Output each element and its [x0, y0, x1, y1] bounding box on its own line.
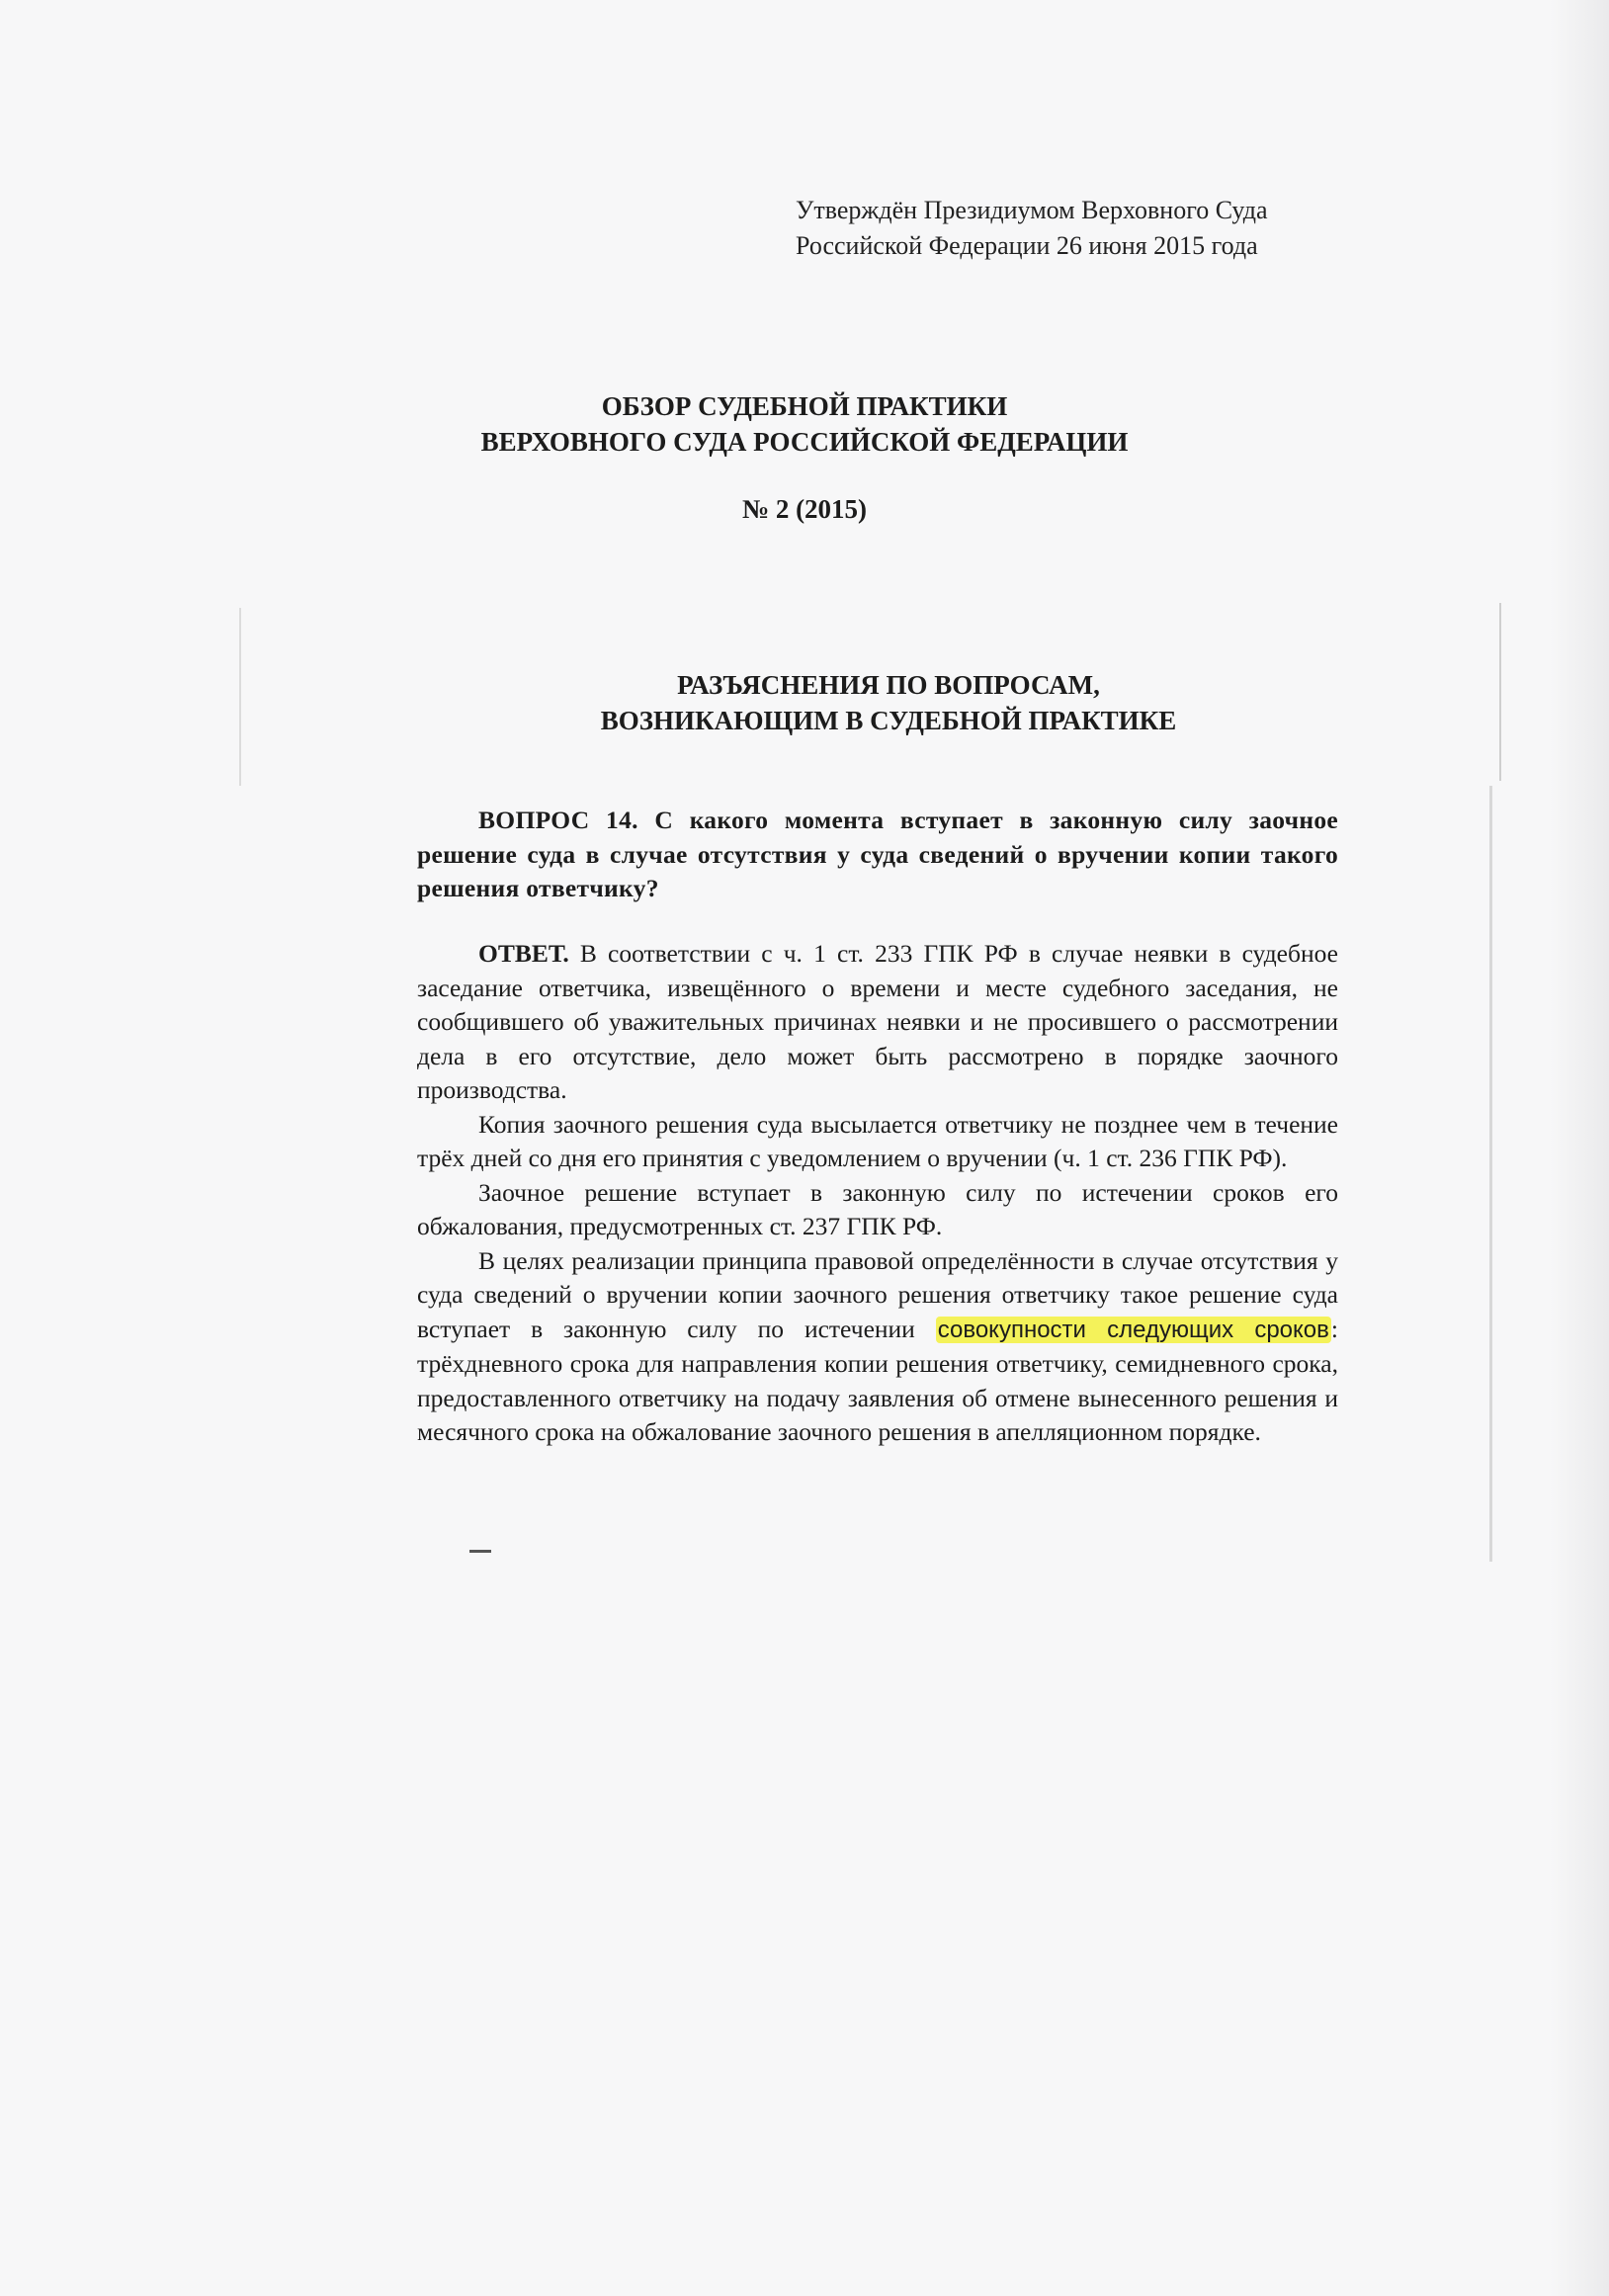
answer-paragraph-3: Заочное решение вступает в законную силу по истечении сроков его обжалования, предусмотренных ст. 237 ГПК РФ.: [417, 1177, 1338, 1240]
title-line-2: ВЕРХОВНОГО СУДА РОССИЙСКОЙ ФЕДЕРАЦИИ: [480, 427, 1129, 457]
approval-stamp-text: [796, 193, 1268, 264]
answer-paragraph-2: Копия заочного решения суда высылается ответчику не позднее чем в течение трёх дней со дня его принятия с уведомлением о вручении (ч. 1 ст. 236 ГПК РФ).: [417, 1109, 1338, 1172]
scan-edge-shadow: [1550, 0, 1609, 2296]
document-number: № 2 (2015): [741, 494, 868, 524]
cut-off-text-fragment: [469, 1550, 491, 1553]
highlighted-phrase: совокупности следующих сроков: [937, 1316, 1329, 1343]
p4-text-after: : трёхдневного срока для направления копии решения ответчику, семидневного срока, предоставленного ответчику на подачу заявления об отмене вынесенного решения и месячного срока на обжалование заочного решения в апелляционном порядке.: [417, 1314, 1338, 1446]
answer-paragraph-4: [417, 1244, 1338, 1450]
answer-paragraph-1: [417, 937, 1338, 1108]
approval-line-2: Российской Федерации 26 июня 2015 года: [796, 231, 1258, 260]
section-line-1: РАЗЪЯСНЕНИЯ ПО ВОПРОСАМ,: [677, 670, 1100, 700]
p4-text-before: В целях реализации принципа правовой определённости в случае отсутствия у суда сведений о вручении копии заочного решения ответчику такое решение суда вступает в законную силу по истечении: [417, 1245, 1338, 1343]
section-heading: [0, 667, 1609, 738]
title-line-1: ОБЗОР СУДЕБНОЙ ПРАКТИКИ: [601, 391, 1008, 421]
document-title: [0, 388, 1609, 460]
question-paragraph: ВОПРОС 14. С какого момента вступает в законную силу заочное решение суда в случае отсутствия у суда сведений о вручении копии такого решения ответчику?: [417, 806, 1338, 902]
scan-artifact-line: [1489, 786, 1492, 1562]
answer-p1-text: В соответствии с ч. 1 ст. 233 ГПК РФ в случае неявки в судебное заседание ответчика, извещённого о времени и месте судебного заседания, не сообщившего об уважительных причинах неявки и не просившего о рассмотрении дела в его отсутствие, дело может быть рассмотрено в порядке заочного производства.: [417, 939, 1338, 1104]
approval-line-1: Утверждён Президиумом Верховного Суда: [796, 196, 1268, 224]
answer-block: [417, 937, 1338, 1450]
answer-lead: ОТВЕТ.: [478, 939, 569, 968]
section-line-2: ВОЗНИКАЮЩИМ В СУДЕБНОЙ ПРАКТИКЕ: [600, 706, 1177, 735]
